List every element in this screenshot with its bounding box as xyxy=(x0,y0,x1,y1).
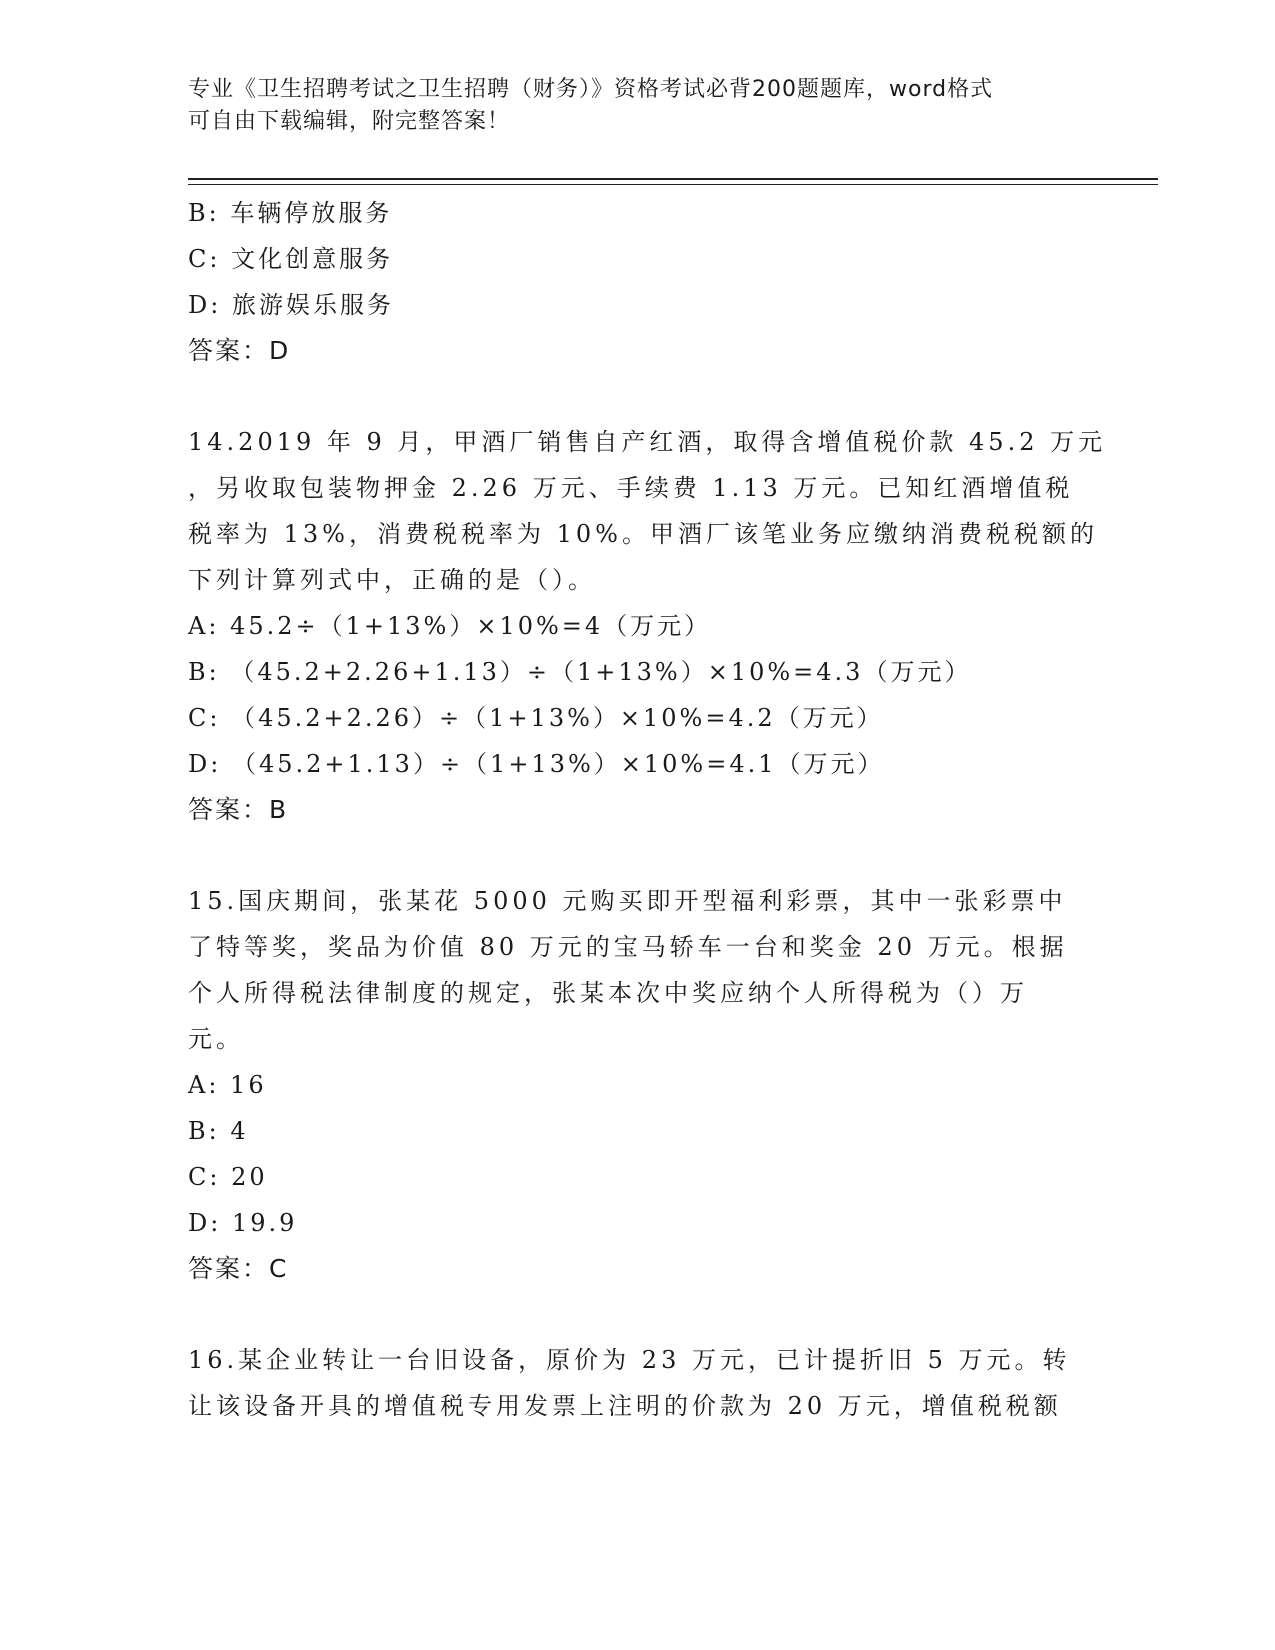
question-15-text xyxy=(188,878,1088,1062)
question-text-line: 个人所得税法律制度的规定，张某本次中奖应纳个人所得税为（）万 xyxy=(188,979,1028,1007)
option-d: D: 旅游娱乐服务 xyxy=(188,291,394,319)
question-16-text xyxy=(188,1337,1088,1429)
document-body xyxy=(188,190,1107,1429)
question-text-line: 15.国庆期间，张某花 5000 元购买即开型福利彩票，其中一张彩票中 xyxy=(188,887,1067,915)
spacer xyxy=(188,374,1088,419)
question-16 xyxy=(188,1337,1088,1429)
option-a: A: 16 xyxy=(188,1071,267,1099)
option-d: D: 19.9 xyxy=(188,1209,298,1237)
option-c: C: （45.2+2.26）÷（1+13%）×10%=4.2（万元） xyxy=(188,704,884,732)
spacer xyxy=(188,1292,1088,1337)
option-c: C: 文化创意服务 xyxy=(188,245,394,273)
page-header xyxy=(188,74,1088,138)
option-a: A: 45.2÷（1+13%）×10%=4（万元） xyxy=(188,612,712,640)
question-13 xyxy=(188,190,1088,374)
question-text-line: 税率为 13%，消费税税率为 10%。甲酒厂该笔业务应缴纳消费税税额的 xyxy=(188,520,1098,548)
question-14-text xyxy=(188,419,1107,603)
question-15-options xyxy=(188,1062,1088,1246)
spacer xyxy=(188,833,1088,878)
question-13-answer: 答案：D xyxy=(188,336,291,365)
question-text-line: 16.某企业转让一台旧设备，原价为 23 万元，已计提折旧 5 万元。转 xyxy=(188,1346,1071,1374)
question-14 xyxy=(188,419,1107,833)
question-15-answer: 答案：C xyxy=(188,1254,289,1283)
header-rule-thin xyxy=(188,184,1158,185)
header-rule-thick xyxy=(188,178,1158,180)
option-b: B: 车辆停放服务 xyxy=(188,199,393,227)
question-15 xyxy=(188,878,1088,1292)
question-14-answer: 答案：B xyxy=(188,795,289,824)
option-d: D: （45.2+1.13）÷（1+13%）×10%=4.1（万元） xyxy=(188,750,885,778)
question-13-options xyxy=(188,190,1088,328)
header-line-1: 专业《卫生招聘考试之卫生招聘（财务）》资格考试必背200题题库，word格式 xyxy=(188,77,994,102)
question-text-line: 14.2019 年 9 月，甲酒厂销售自产红酒，取得含增值税价款 45.2 万元 xyxy=(188,428,1107,456)
header-line-2: 可自由下载编辑，附完整答案！ xyxy=(188,109,511,134)
question-text-line: 下列计算列式中，正确的是（）。 xyxy=(188,566,596,594)
question-text-line: 了特等奖，奖品为价值 80 万元的宝马轿车一台和奖金 20 万元。根据 xyxy=(188,933,1068,961)
question-14-options xyxy=(188,603,1088,787)
option-b: B: 4 xyxy=(188,1117,249,1145)
question-text-line: 让该设备开具的增值税专用发票上注明的价款为 20 万元，增值税税额 xyxy=(188,1392,1062,1420)
question-text-line: ，另收取包装物押金 2.26 万元、手续费 1.13 万元。已知红酒增值税 xyxy=(188,474,1074,502)
option-c: C: 20 xyxy=(188,1163,268,1191)
option-b: B: （45.2+2.26+1.13）÷（1+13%）×10%=4.3（万元） xyxy=(188,658,972,686)
question-text-line: 元。 xyxy=(188,1025,244,1053)
